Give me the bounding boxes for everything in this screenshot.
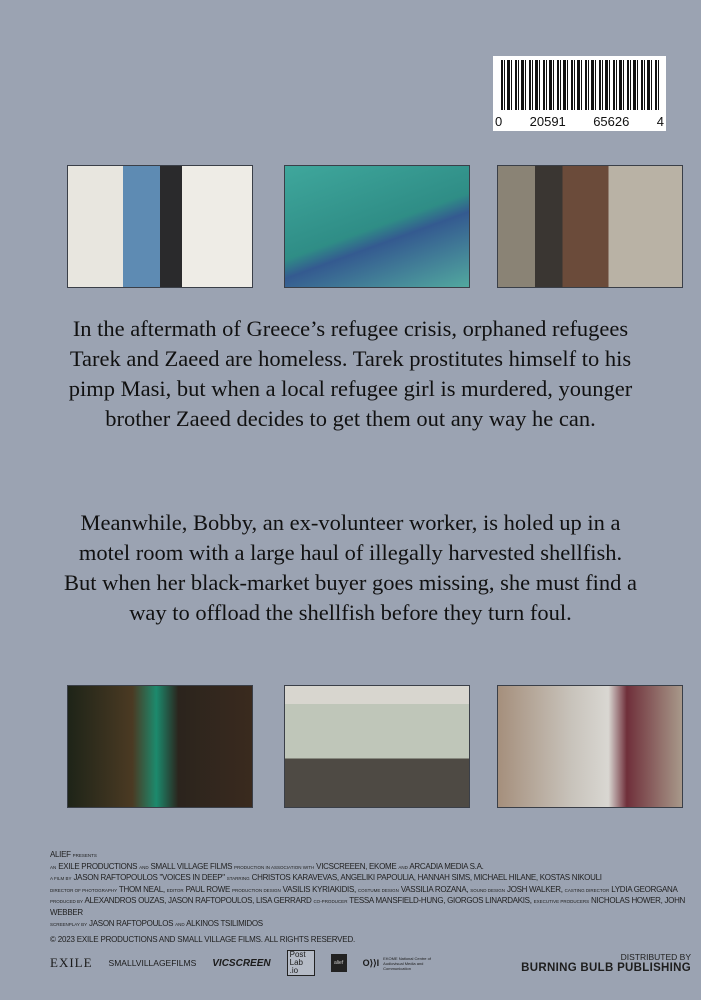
credit: NICHOLAS HOWER, JOHN WEBBER [50,896,686,917]
credit-role: PRODUCTION DESIGN [231,887,281,893]
distributor-block [521,952,691,974]
synopsis-paragraph-1: In the aftermath of Greece’s refugee crisis, orphaned refugees Tarek and Zaeed are homeless. Tarek prostitutes himself to his pimp Masi, but when a local refugee girl is murdered, younger brother Zaeed decides to get them out any way he can. [68,316,633,431]
credit-role: EXECUTIVE PRODUCERS [533,899,590,905]
still-photo-2 [284,165,470,288]
credit-role: PRODUCED BY [50,899,84,905]
credit-role: DIRECTOR OF PHOTOGRAPHY [50,887,118,893]
credit: ARCADIA MEDIA S.A. [409,861,484,871]
credit-role: SCREENPLAY BY [50,921,88,927]
credit: THOM NEAL, [118,884,165,894]
credit-role: COSTUME DESIGN [357,887,399,893]
credit-role: AND [398,864,408,870]
still-photo-4 [67,685,253,808]
credit-role: PRESENTS [72,853,97,858]
distributed-by-label: DISTRIBUTED BY [620,952,691,963]
exile-logo: EXILE [50,955,93,971]
barcode-digit: 0 [495,114,503,129]
barcode [493,56,666,131]
credit: EXILE PRODUCTIONS [58,861,138,871]
alief-logo: alief [331,954,347,972]
postlab-logo: Post Lab .io [287,950,315,976]
credit-role: CASTING DIRECTOR [564,887,610,893]
credit-role: AND [139,864,149,870]
ekome-logo: O⟩⟩I [362,957,380,968]
credit: JOSH WALKER, [507,884,563,894]
credit-role: AN [50,864,57,870]
credit: JASON RAFTOPOULOS "VOICES IN DEEP" [73,873,225,883]
credit: ALEXANDROS OUZAS, JASON RAFTOPOULOS, LISA GERRARD [84,896,312,906]
credit: SMALL VILLAGE FILMS [150,861,233,871]
barcode-number [495,114,664,129]
credit-role: SOUND DESIGN [470,887,506,893]
credit: CHRISTOS KARAVEVAS, ANGELIKI PAPOULIA, HANNAH SIMS, MICHAEL HILANE, KOSTAS NIKOULI [251,873,602,883]
credit: VASSILIA ROZANA, [400,884,469,894]
billing-block [50,850,691,930]
still-photo-3 [497,165,683,288]
small-village-films-logo: SMALLVILLAGEFILMS [108,958,197,969]
credit-role: A FILM BY [50,876,72,882]
still-photo-5 [284,685,470,808]
credit: TESSA MANSFIELD-HUNG, GIORGOS LINARDAKIS, [349,896,532,906]
ekome-logo-group [363,956,446,971]
credit-role: STARRING [226,876,250,882]
credit: JASON RAFTOPOULOS [89,918,174,928]
barcode-bars [501,60,660,110]
credit: ALKINOS TSILIMIDOS [186,918,263,928]
still-photo-6 [497,685,683,808]
bottom-section [50,850,691,976]
distributor-name: BURNING BULB PUBLISHING [521,962,691,975]
credit-role: CO-PRODUCER [313,899,348,905]
copyright: © 2023 EXILE PRODUCTIONS AND SMALL VILLAGE FILMS. ALL RIGHTS RESERVED. [50,935,356,945]
synopsis-paragraph-2: Meanwhile, Bobby, an ex-volunteer worker, is holed up in a motel room with a large haul of illegally harvested shellfish. But when her black-market buyer goes missing, she must find a way to offload the shellfish before they turn foul. [63,510,637,625]
credit: ALIEF [50,850,71,859]
credit-role: PRODUCTION IN ASSOCIATION WITH [234,864,315,870]
credit: PAUL ROWE [185,884,230,894]
still-photo-1 [67,165,253,288]
ekome-logo-text: EKOME National Centre of Audiovisual Media and Communication [383,955,431,971]
barcode-digit: 4 [656,114,664,129]
credit-role: EDITOR [166,887,184,893]
barcode-digit: 65626 [593,114,630,129]
credit: LYDIA GEORGANA [611,884,678,894]
credit: VASILIS KYRIAKIDIS, [282,884,356,894]
barcode-digit: 20591 [529,114,566,129]
credit: VICSCREEEN, EKOME [316,861,397,871]
credit-role: AND [175,921,185,927]
vicscreen-logo: VICSCREEN [212,957,271,969]
logo-row [50,950,691,976]
